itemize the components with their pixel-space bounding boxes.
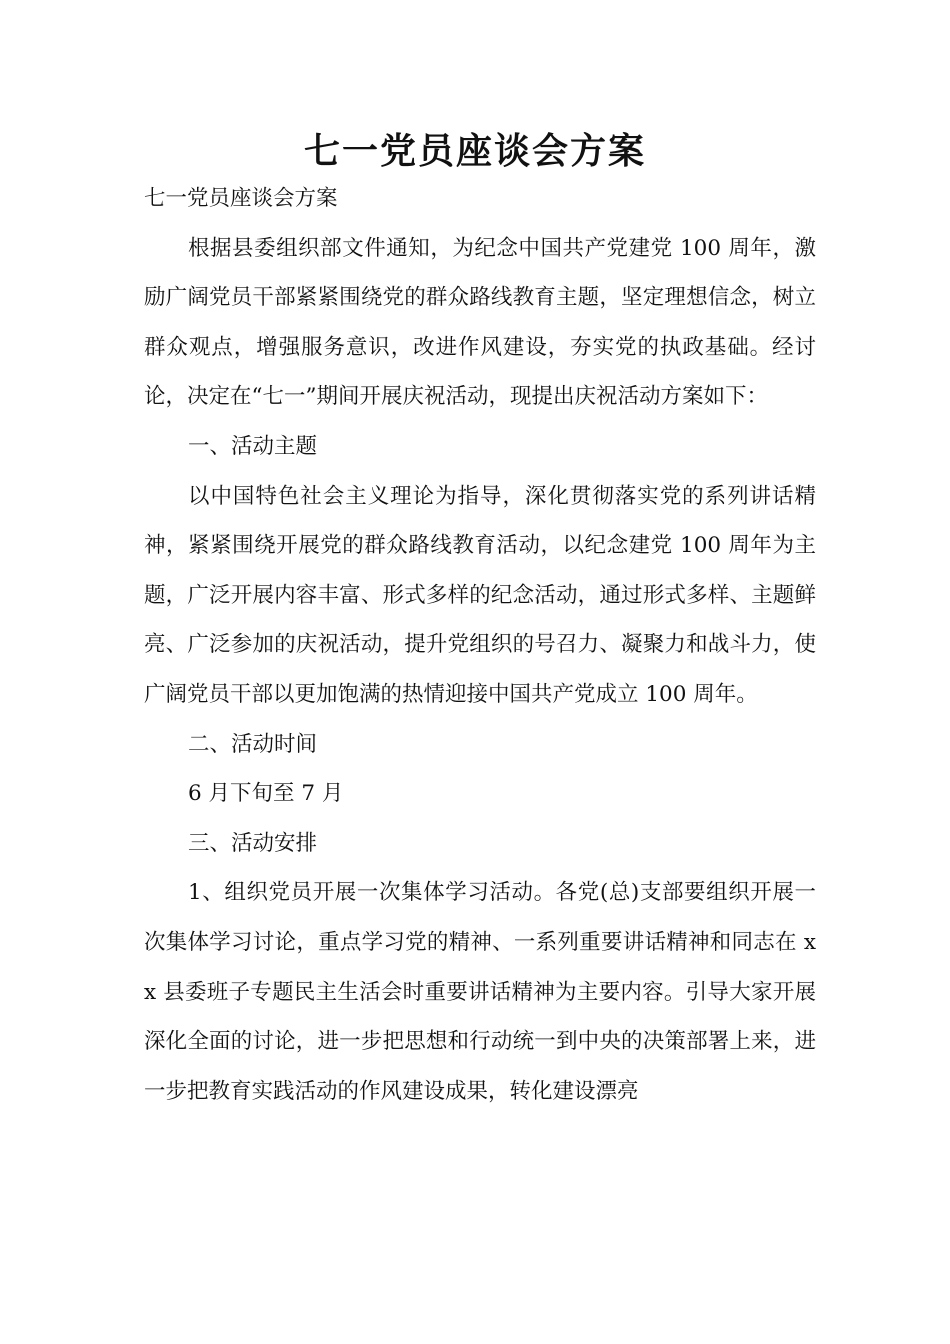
section-heading-time: 二、活动时间 xyxy=(188,731,318,757)
section-heading-arrangement: 三、活动安排 xyxy=(188,830,318,856)
document-title: 七一党员座谈会方案 xyxy=(303,131,646,172)
section-heading-theme: 一、活动主题 xyxy=(188,433,318,459)
theme-paragraph: 以中国特色社会主义理论为指导，深化贯彻落实党的系列讲话精神，紧紧围绕开展党的群众路线教育活动，以纪念建党 100 周年为主题，广泛开展内容丰富、形式多样的纪念活动，通过形式多样、主题鲜亮、广泛参加的庆祝活动，提升党组织的号召力、凝聚力和战斗力，使广阔党员干部以更加饱满的热情迎接中国共产党成立 100 周年。 xyxy=(144,483,816,707)
subtitle-paragraph: 七一党员座谈会方案 xyxy=(144,186,338,211)
time-paragraph: 6 月下旬至 7 月 xyxy=(188,781,344,807)
arrangement-item-1: 1、组织党员开展一次集体学习活动。各党(总)支部要组织开展一次集体学习讨论，重点学习党的精神、一系列重要讲话精神和同志在 xx 县委班子专题民主生活会时重要讲话精神为主要内容。引导大家开展深化全面的讨论，进一步把思想和行动统一到中央的决策部署上来，进一步把教育实践活动的作风建设成果，转化建设漂亮 xyxy=(144,880,816,1104)
document-body xyxy=(144,174,816,1116)
intro-paragraph: 根据县委组织部文件通知，为纪念中国共产党建党 100 周年，激励广阔党员干部紧紧围绕党的群众路线教育主题，坚定理想信念，树立群众观点，增强服务意识，改进作风建设，夯实党的执政基础。经讨论，决定在“七一”期间开展庆祝活动，现提出庆祝活动方案如下： xyxy=(144,235,816,410)
